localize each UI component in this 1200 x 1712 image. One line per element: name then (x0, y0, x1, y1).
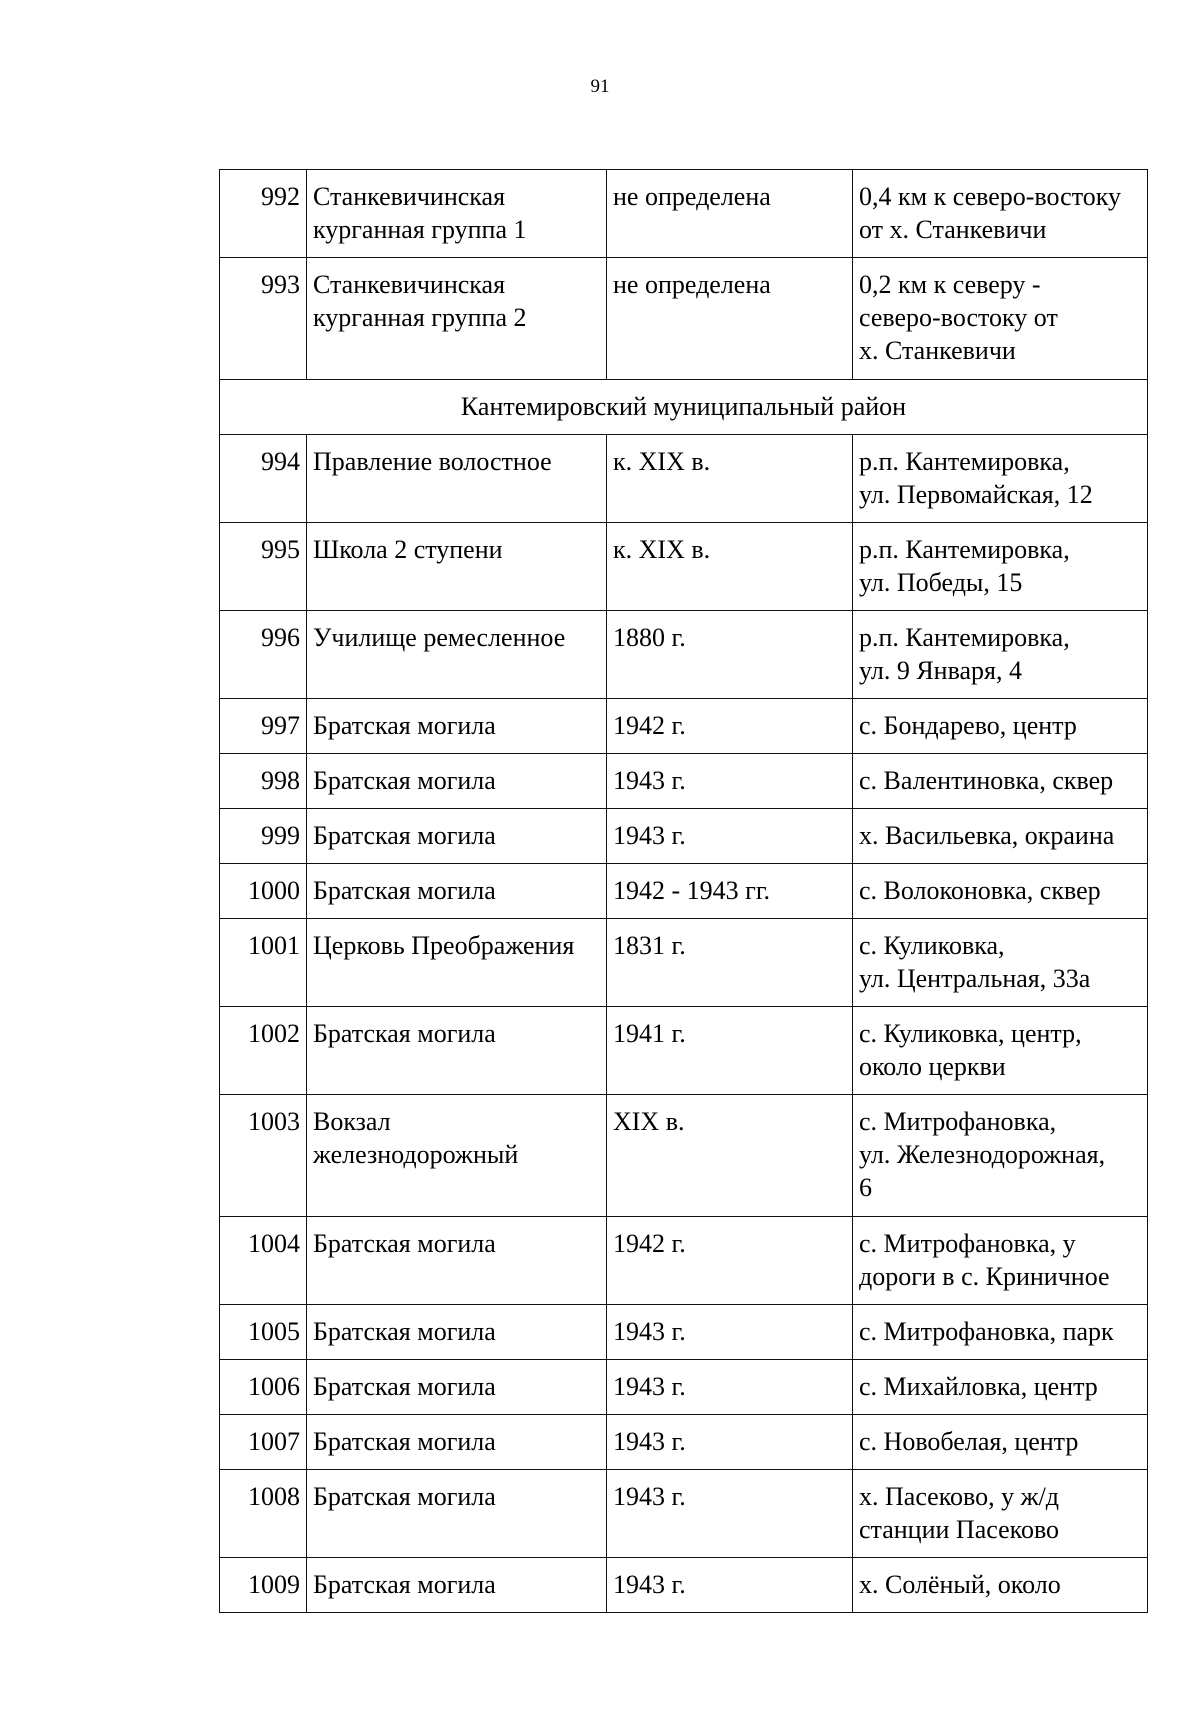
row-number: 1001 (220, 919, 307, 1007)
object-location: с. Волоконовка, сквер (853, 864, 1148, 919)
row-number: 1003 (220, 1095, 307, 1217)
object-name: Вокзал железнодорожный (307, 1095, 607, 1217)
object-name: Станкевичинская курганная группа 1 (307, 170, 607, 258)
page-number: 91 (590, 76, 610, 97)
object-location: х. Солёный, около (853, 1558, 1148, 1613)
object-date: 1943 г. (607, 754, 853, 809)
table-row (220, 1470, 1148, 1558)
row-number: 1008 (220, 1470, 307, 1558)
object-date: не определена (607, 258, 853, 380)
object-name: Правление волостное (307, 435, 607, 523)
table-row (220, 1360, 1148, 1415)
table-row (220, 809, 1148, 864)
table-row (220, 170, 1148, 258)
object-location: х. Васильевка, окраина (853, 809, 1148, 864)
object-name: Станкевичинская курганная группа 2 (307, 258, 607, 380)
object-location: с. Куликовка, ул. Центральная, 33а (853, 919, 1148, 1007)
object-date: 1943 г. (607, 1305, 853, 1360)
table-row (220, 1095, 1148, 1217)
object-name: Братская могила (307, 1305, 607, 1360)
table-row (220, 919, 1148, 1007)
table-row (220, 1415, 1148, 1470)
row-number: 1000 (220, 864, 307, 919)
table-row (220, 754, 1148, 809)
object-location: р.п. Кантемировка, ул. Первомайская, 12 (853, 435, 1148, 523)
object-date: 1942 г. (607, 1217, 853, 1305)
row-number: 1002 (220, 1007, 307, 1095)
object-location: х. Пасеково, у ж/д станции Пасеково (853, 1470, 1148, 1558)
object-name: Братская могила (307, 699, 607, 754)
object-date: к. XIX в. (607, 523, 853, 611)
table-row (220, 611, 1148, 699)
object-date: 1880 г. (607, 611, 853, 699)
object-name: Церковь Преображения (307, 919, 607, 1007)
object-name: Училище ремесленное (307, 611, 607, 699)
object-date: 1942 г. (607, 699, 853, 754)
object-location: р.п. Кантемировка, ул. Победы, 15 (853, 523, 1148, 611)
row-number: 993 (220, 258, 307, 380)
object-location: с. Митрофановка, парк (853, 1305, 1148, 1360)
object-location: р.п. Кантемировка, ул. 9 Января, 4 (853, 611, 1148, 699)
row-number: 999 (220, 809, 307, 864)
object-name: Братская могила (307, 1470, 607, 1558)
row-number: 1006 (220, 1360, 307, 1415)
object-name: Школа 2 ступени (307, 523, 607, 611)
object-date: 1943 г. (607, 1558, 853, 1613)
table-row (220, 1305, 1148, 1360)
row-number: 1009 (220, 1558, 307, 1613)
object-date: 1943 г. (607, 1470, 853, 1558)
row-number: 992 (220, 170, 307, 258)
table-row (220, 258, 1148, 380)
table-row (220, 1217, 1148, 1305)
object-location: с. Новобелая, центр (853, 1415, 1148, 1470)
row-number: 998 (220, 754, 307, 809)
heritage-registry-table (219, 169, 1148, 1613)
table-row (220, 864, 1148, 919)
object-name: Братская могила (307, 1217, 607, 1305)
table-row (220, 699, 1148, 754)
table-row (220, 1007, 1148, 1095)
object-date: 1943 г. (607, 1360, 853, 1415)
object-location: с. Митрофановка, ул. Железнодорожная, 6 (853, 1095, 1148, 1217)
object-location: 0,4 км к северо-востоку от х. Станкевичи (853, 170, 1148, 258)
section-title: Кантемировский муниципальный район (220, 380, 1148, 435)
object-date: 1942 - 1943 гг. (607, 864, 853, 919)
row-number: 994 (220, 435, 307, 523)
object-name: Братская могила (307, 1558, 607, 1613)
object-location: с. Куликовка, центр, около церкви (853, 1007, 1148, 1095)
row-number: 1007 (220, 1415, 307, 1470)
object-name: Братская могила (307, 754, 607, 809)
object-location: с. Михайловка, центр (853, 1360, 1148, 1415)
object-name: Братская могила (307, 864, 607, 919)
object-location: с. Валентиновка, сквер (853, 754, 1148, 809)
object-location: 0,2 км к северу - северо-востоку от х. Станкевичи (853, 258, 1148, 380)
row-number: 995 (220, 523, 307, 611)
row-number: 996 (220, 611, 307, 699)
object-date: к. XIX в. (607, 435, 853, 523)
table-row (220, 435, 1148, 523)
object-location: с. Бондарево, центр (853, 699, 1148, 754)
section-header-row (220, 380, 1148, 435)
object-name: Братская могила (307, 1360, 607, 1415)
object-name: Братская могила (307, 1007, 607, 1095)
object-date: XIX в. (607, 1095, 853, 1217)
object-location: с. Митрофановка, у дороги в с. Криничное (853, 1217, 1148, 1305)
row-number: 1004 (220, 1217, 307, 1305)
row-number: 1005 (220, 1305, 307, 1360)
table-row (220, 1558, 1148, 1613)
object-date: 1943 г. (607, 809, 853, 864)
object-name: Братская могила (307, 1415, 607, 1470)
object-date: 1831 г. (607, 919, 853, 1007)
row-number: 997 (220, 699, 307, 754)
object-name: Братская могила (307, 809, 607, 864)
object-date: 1941 г. (607, 1007, 853, 1095)
table-row (220, 523, 1148, 611)
object-date: 1943 г. (607, 1415, 853, 1470)
object-date: не определена (607, 170, 853, 258)
